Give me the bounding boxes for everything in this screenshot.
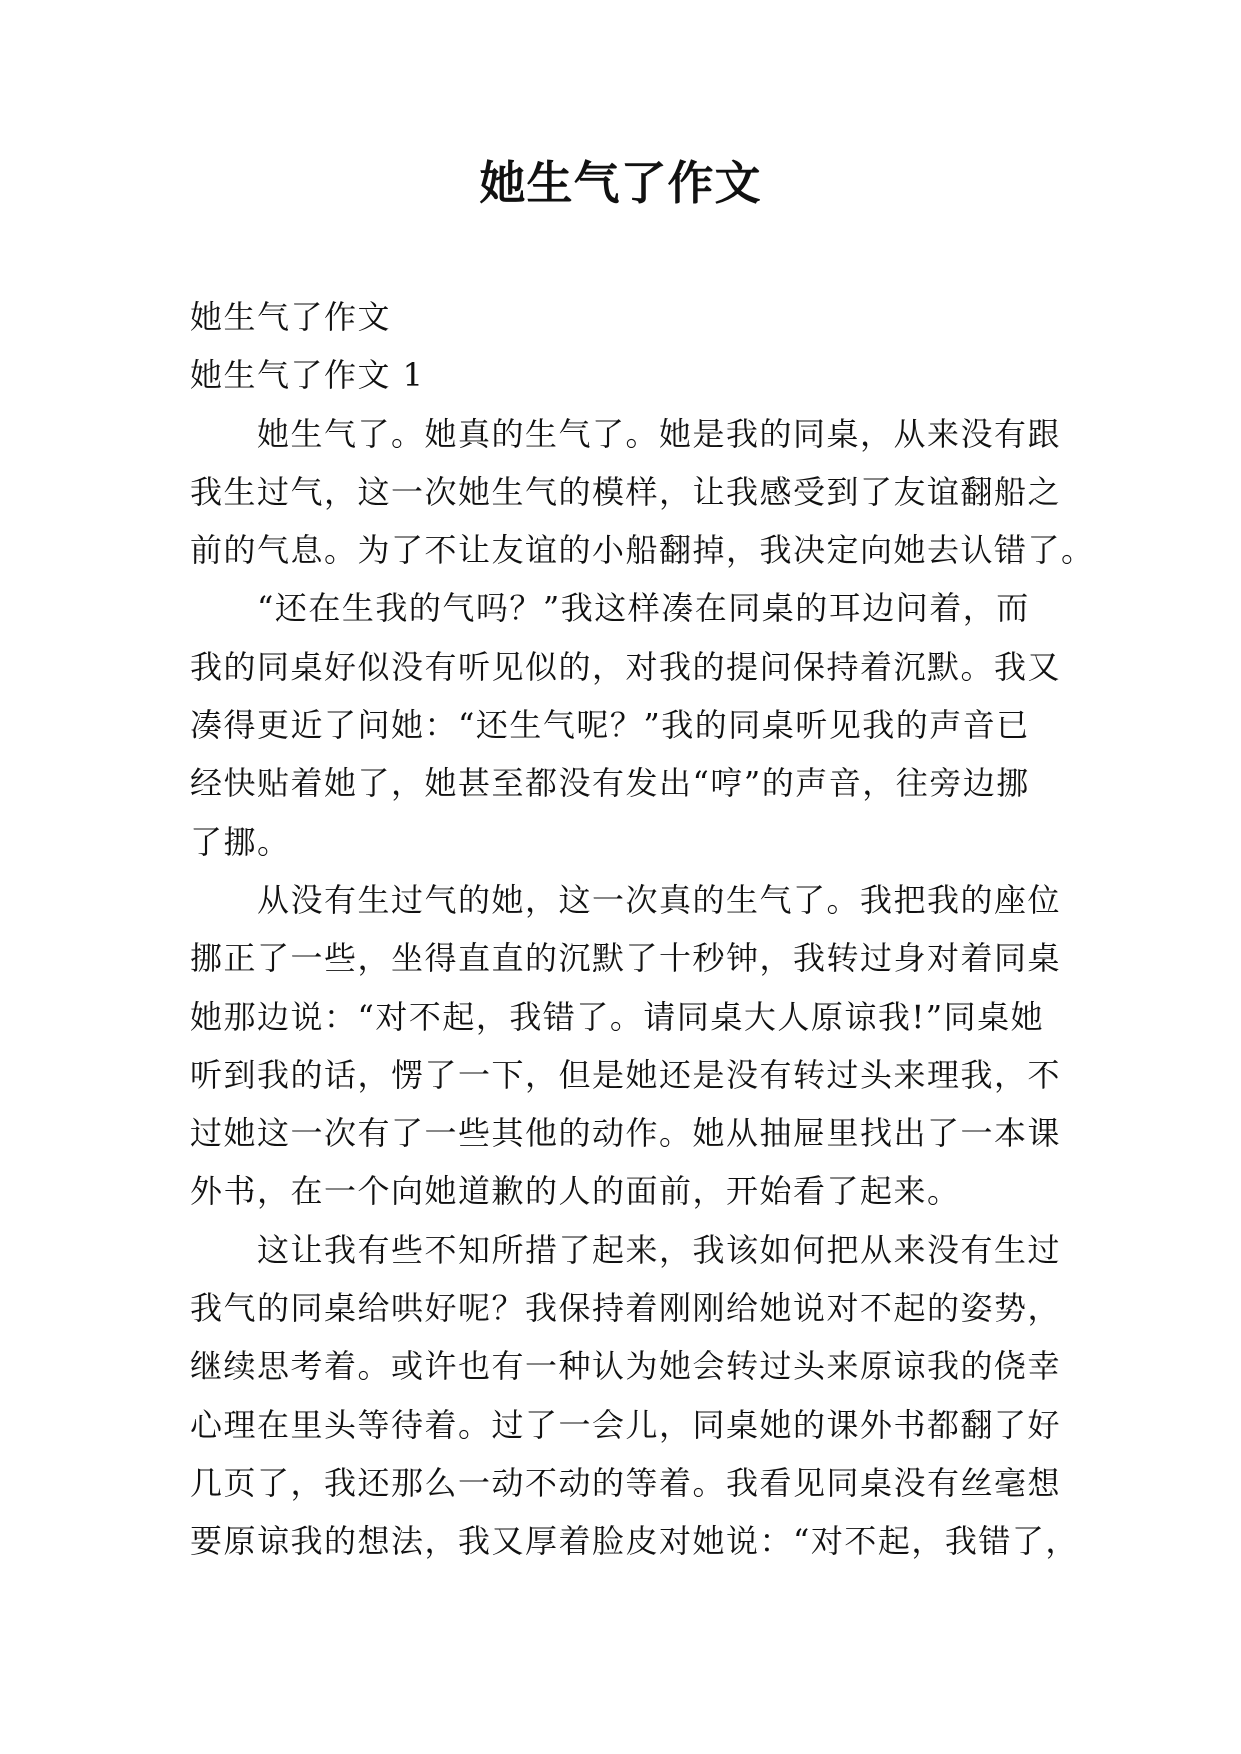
text-line: 继续思考着。或许也有一种认为她会转过头来原谅我的侥幸 (190, 1347, 1062, 1386)
text-line: 几页了，我还那么一动不动的等着。我看见同桌没有丝毫想 (190, 1463, 1062, 1502)
text-line: 经快贴着她了，她甚至都没有发出“哼”的声音，往旁边挪 (190, 764, 1030, 803)
text-line: 要原谅我的想法，我又厚着脸皮对她说：“对不起，我错了， (190, 1522, 1079, 1561)
page-title: 她生气了作文 (479, 156, 762, 210)
text-line: 心理在里头等待着。过了一会儿，同桌她的课外书都翻了好 (190, 1405, 1062, 1444)
text-line: 挪正了一些，坐得直直的沉默了十秒钟，我转过身对着同桌 (190, 939, 1062, 978)
text-line: 凑得更近了问她：“还生气呢？”我的同桌听见我的声音已 (190, 706, 1030, 745)
text-line: 她生气了。她真的生气了。她是我的同桌，从来没有跟 (190, 414, 1062, 453)
text-line: 我的同桌好似没有听见似的，对我的提问保持着沉默。我又 (190, 647, 1062, 686)
document-body (190, 288, 1095, 1571)
text-line: 前的气息。为了不让友谊的小船翻掉，我决定向她去认错了。 (190, 531, 1095, 570)
text-line: 外书，在一个向她道歉的人的面前，开始看了起来。 (190, 1172, 961, 1211)
text-line: 了挪。 (190, 822, 291, 861)
text-line: 听到我的话，愣了一下，但是她还是没有转过头来理我，不 (190, 1055, 1062, 1094)
section-heading: 她生气了作文 (190, 298, 392, 336)
text-line: 她那边说：“对不起，我错了。请同桌大人原谅我!”同桌她 (190, 997, 1045, 1036)
text-line: 我气的同桌给哄好呢？我保持着刚刚给她说对不起的姿势， (190, 1289, 1062, 1328)
text-line: “还在生我的气吗？”我这样凑在同桌的耳边问着，而 (190, 589, 1030, 628)
subsection-heading: 她生气了作文 1 (190, 356, 425, 395)
text-line: 从没有生过气的她，这一次真的生气了。我把我的座位 (190, 880, 1062, 919)
text-line: 我生过气，这一次她生气的模样，让我感受到了友谊翻船之 (190, 472, 1062, 511)
text-line: 这让我有些不知所措了起来，我该如何把从来没有生过 (190, 1230, 1062, 1269)
text-line: 过她这一次有了一些其他的动作。她从抽屉里找出了一本课 (190, 1114, 1062, 1153)
